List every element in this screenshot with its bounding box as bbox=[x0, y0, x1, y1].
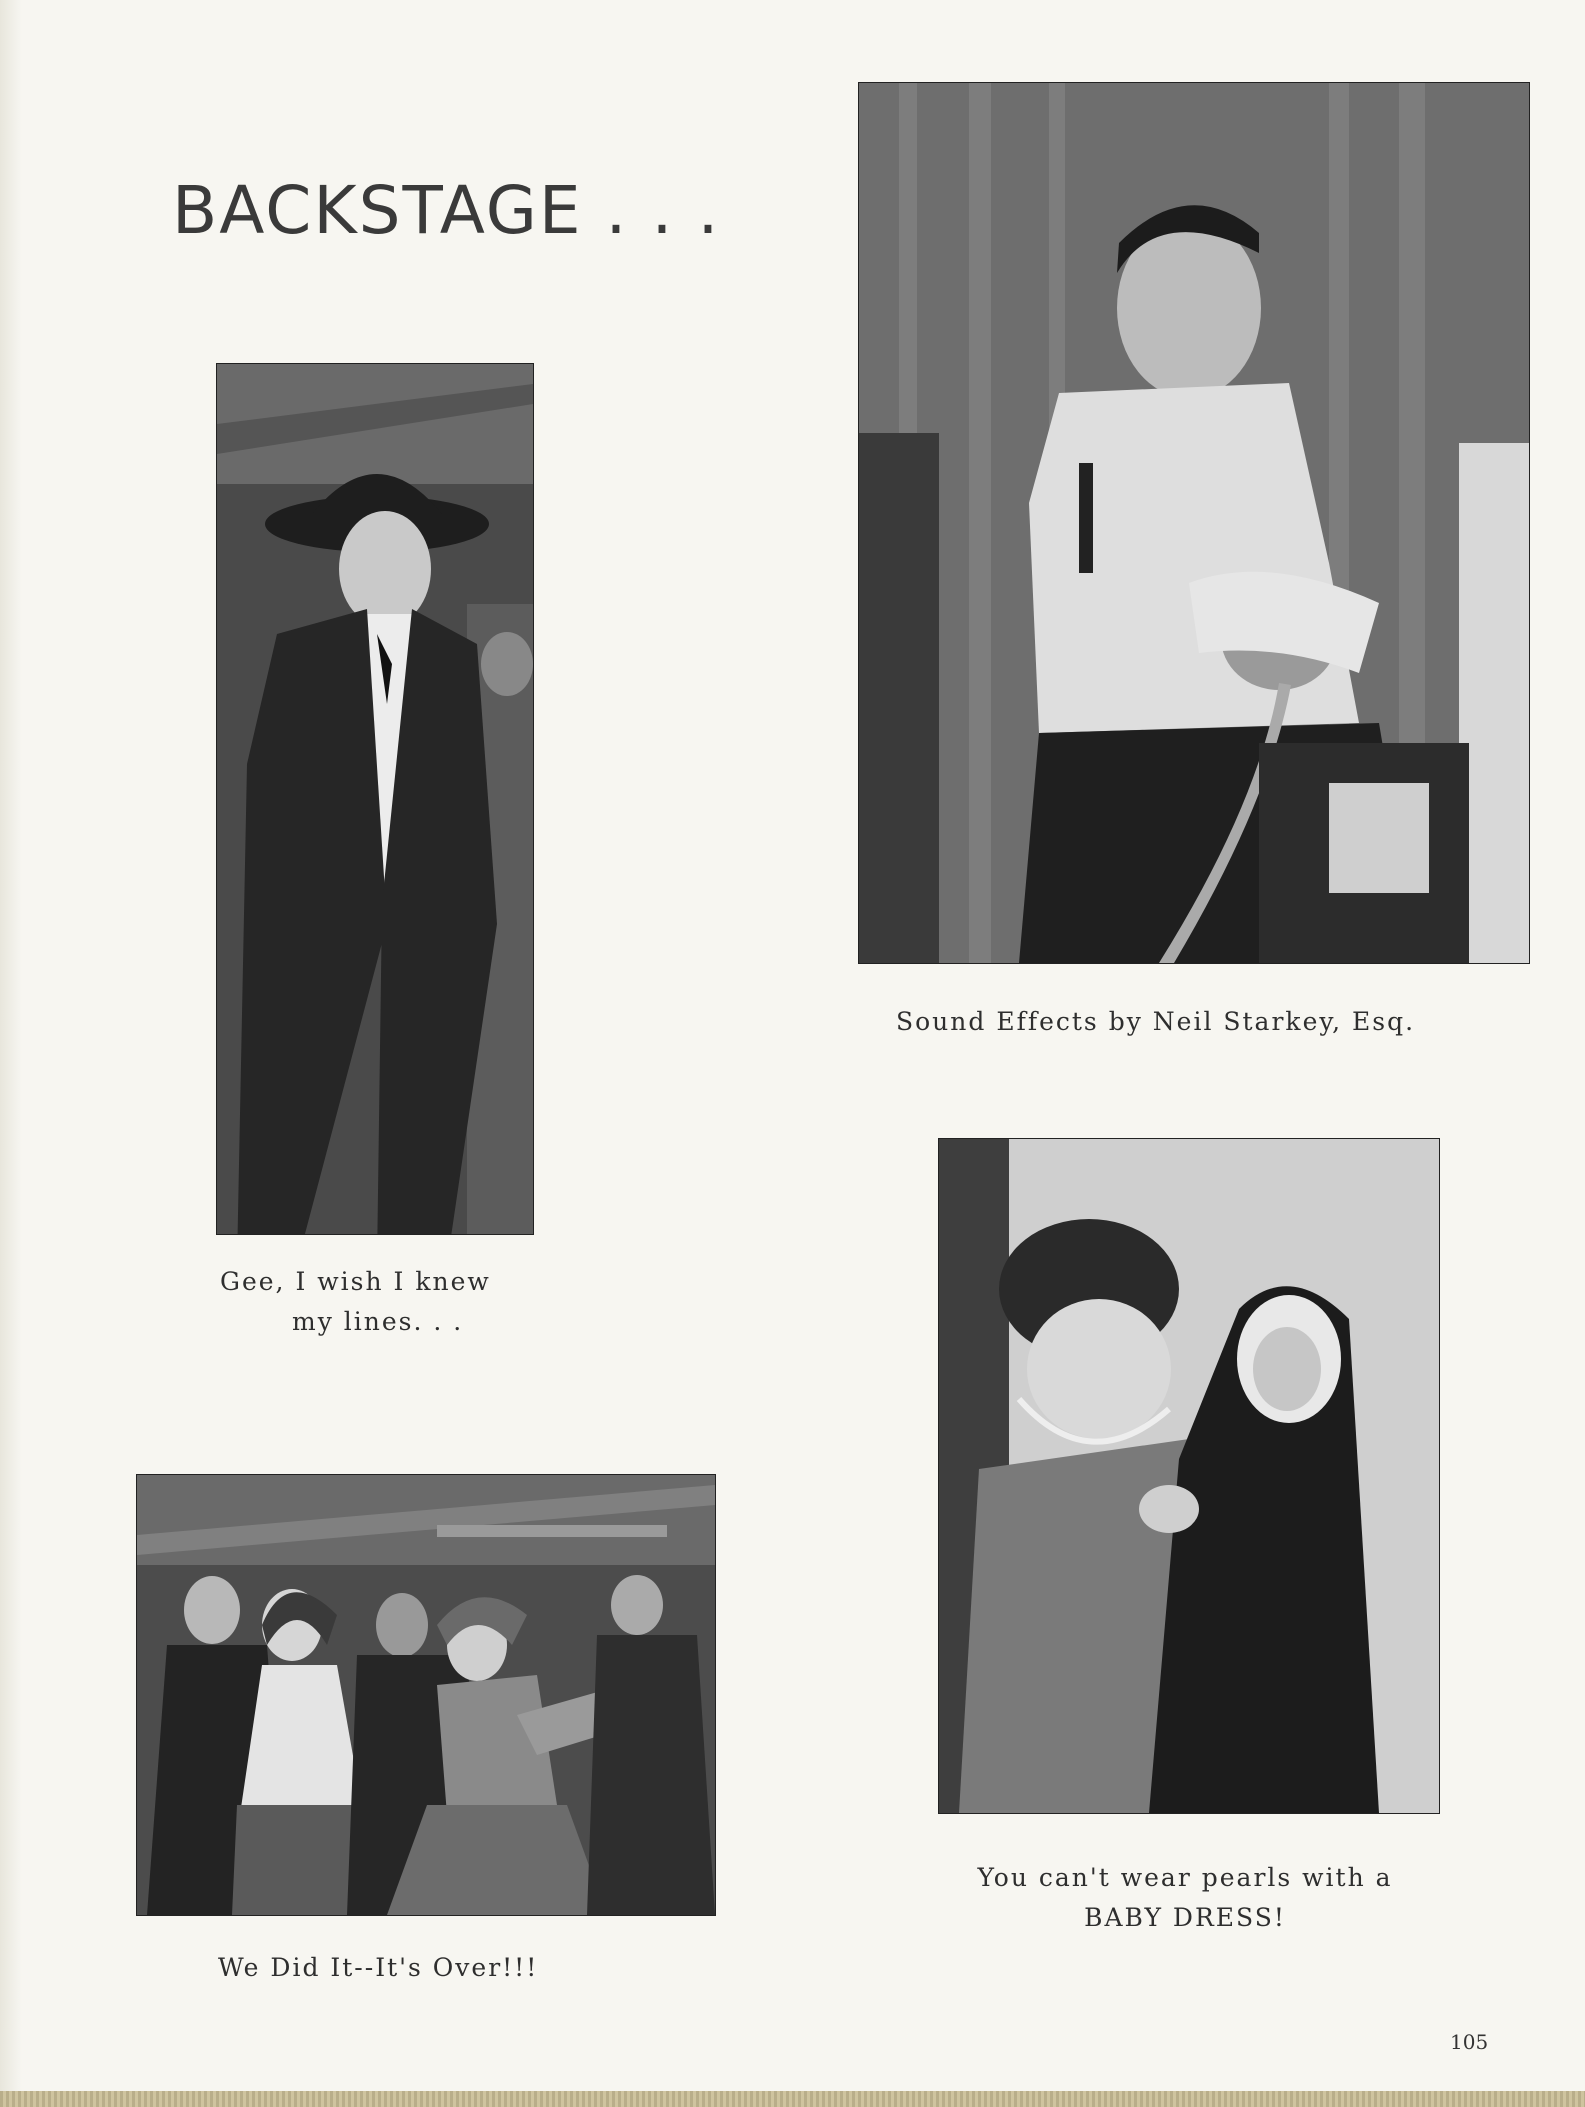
caption-pearls-line2: BABY DRESS! bbox=[1084, 1903, 1286, 1932]
bottom-strip bbox=[0, 2091, 1585, 2107]
page-heading: BACKSTAGE . . . bbox=[172, 172, 721, 249]
caption-cowboy bbox=[220, 1262, 491, 1342]
photo-pearls bbox=[938, 1138, 1440, 1814]
photo-cowboy bbox=[216, 363, 534, 1235]
caption-cowboy-line1: Gee, I wish I knew bbox=[220, 1267, 491, 1296]
photo-sound-effects bbox=[858, 82, 1530, 964]
page-edge bbox=[0, 0, 22, 2107]
caption-crowd: We Did It--It's Over!!! bbox=[218, 1953, 539, 1982]
photo-pearls-image bbox=[939, 1139, 1439, 1813]
caption-pearls bbox=[945, 1858, 1425, 1938]
photo-crowd-image bbox=[137, 1475, 715, 1915]
photo-cowboy-image bbox=[217, 364, 533, 1234]
caption-sound-effects: Sound Effects by Neil Starkey, Esq. bbox=[896, 1007, 1416, 1036]
caption-pearls-line1: You can't wear pearls with a bbox=[977, 1863, 1393, 1892]
photo-crowd bbox=[136, 1474, 716, 1916]
photo-sound-effects-image bbox=[859, 83, 1529, 963]
caption-cowboy-line2: my lines. . . bbox=[292, 1307, 464, 1336]
page-number: 105 bbox=[1450, 2030, 1489, 2054]
